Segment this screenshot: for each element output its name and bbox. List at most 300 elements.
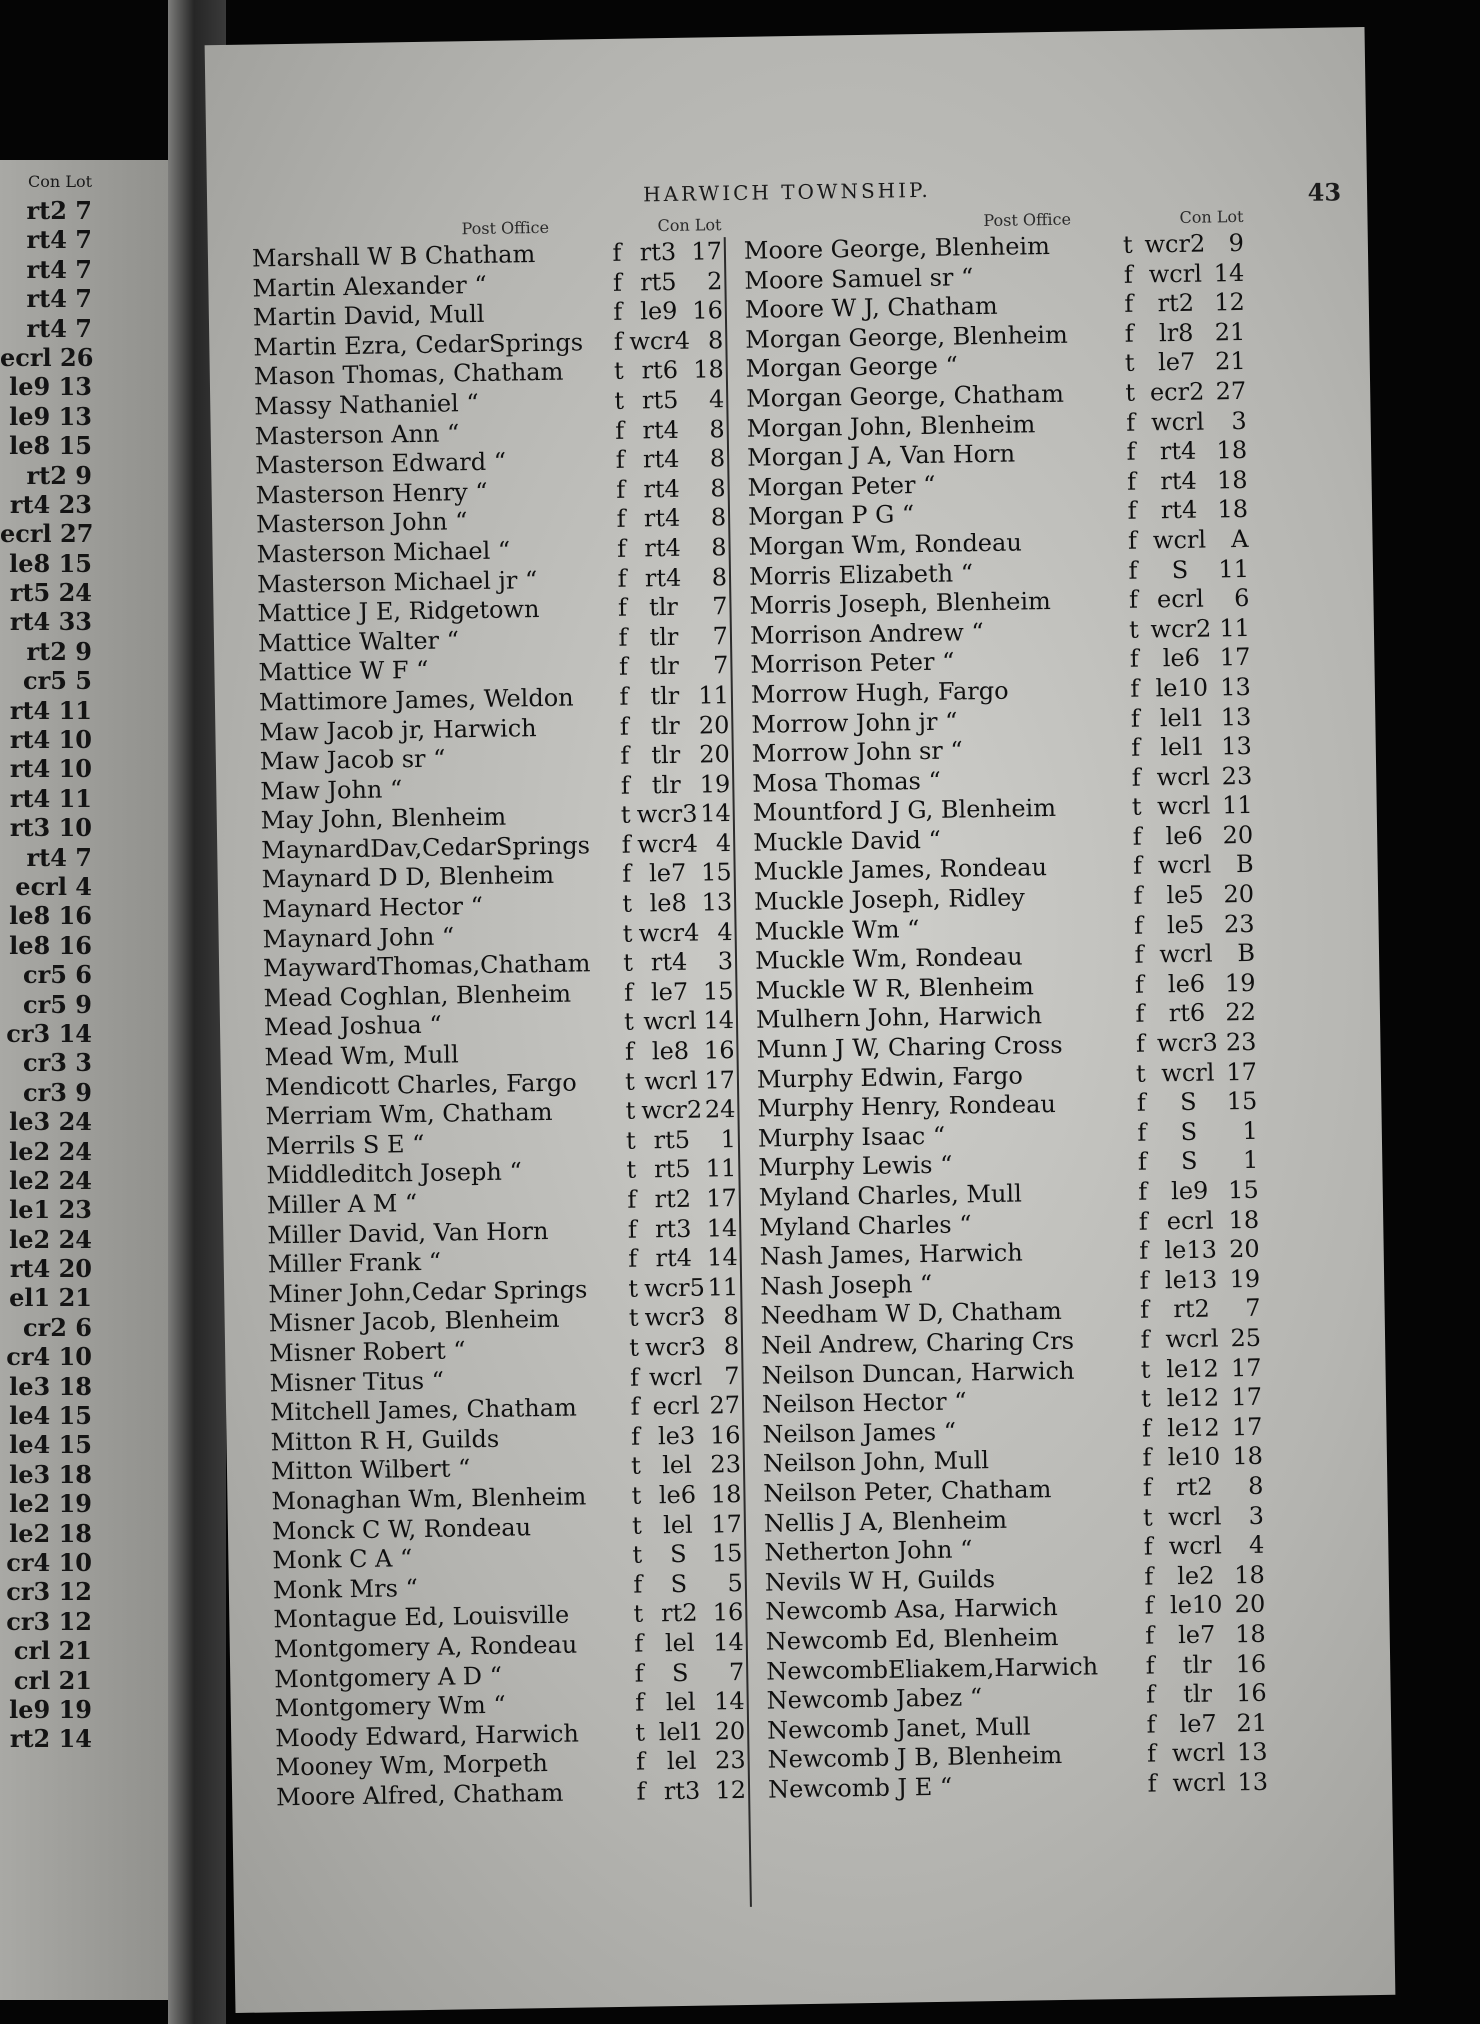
entry-concession: le9 bbox=[640, 297, 678, 326]
previous-page-entry: cr3 12 bbox=[6, 1577, 92, 1607]
entry-concession: rt2 bbox=[1173, 1294, 1210, 1324]
entry-lot: 11 bbox=[698, 680, 730, 710]
entry-name-post-office: Murphy Edwin, Fargo bbox=[756, 1061, 1024, 1094]
entry-lot: 13 bbox=[1236, 1738, 1268, 1767]
entry-concession: S bbox=[1171, 555, 1189, 584]
entry-lot: 17 bbox=[691, 237, 723, 266]
entry-lot: 8 bbox=[711, 562, 728, 591]
entry-tenure: f bbox=[1125, 408, 1136, 437]
previous-page-entry: rt2 9 bbox=[26, 460, 92, 490]
entry-name-post-office: Moore Samuel sr “ bbox=[744, 262, 974, 295]
entry-name-post-office: Morgan J A, Van Horn bbox=[746, 439, 1016, 472]
previous-page-entry: cr2 6 bbox=[22, 1312, 92, 1342]
entry-concession: ecrl bbox=[1166, 1206, 1214, 1235]
previous-page-entry: rt4 7 bbox=[26, 842, 92, 872]
entry-name-post-office: Martin David, Mull bbox=[252, 300, 485, 332]
entry-tenure: f bbox=[1136, 1088, 1147, 1117]
entry-tenure: f bbox=[1133, 911, 1144, 940]
entry-tenure: f bbox=[1145, 1680, 1156, 1709]
entry-lot: 7 bbox=[712, 651, 729, 680]
entry-name-post-office: Morrow John sr “ bbox=[751, 736, 963, 768]
con-lot-header: Con Lot bbox=[657, 215, 722, 236]
entry-tenure: t bbox=[628, 1274, 639, 1303]
entry-concession: S bbox=[671, 1658, 689, 1687]
entry-concession: lel bbox=[666, 1747, 697, 1776]
previous-page-entry: le8 15 bbox=[9, 548, 92, 578]
entry-name-post-office: Miller A M “ bbox=[266, 1189, 418, 1220]
entry-lot: 3 bbox=[717, 947, 734, 976]
entry-tenure: f bbox=[1141, 1414, 1152, 1443]
entry-tenure: t bbox=[631, 1511, 642, 1540]
entry-lot: 27 bbox=[709, 1391, 741, 1420]
entry-lot: 25 bbox=[1230, 1323, 1262, 1353]
entry-concession: wcr2 bbox=[641, 1095, 703, 1125]
previous-page-entry: le3 24 bbox=[9, 1107, 92, 1137]
previous-page-entry: le4 15 bbox=[9, 1430, 92, 1460]
entry-concession: wcr3 bbox=[1156, 1028, 1218, 1058]
entry-concession: wcrl bbox=[1168, 1531, 1223, 1561]
entry-name-post-office: Newcomb Asa, Harwich bbox=[765, 1593, 1058, 1626]
entry-name-post-office: Mattice Walter “ bbox=[257, 626, 460, 658]
entry-name-post-office: Morgan P G “ bbox=[747, 500, 915, 532]
entry-lot: 18 bbox=[1217, 495, 1249, 524]
entry-tenure: f bbox=[1137, 1147, 1147, 1177]
previous-page-entry: le2 24 bbox=[9, 1136, 92, 1166]
entry-concession: S bbox=[1180, 1147, 1198, 1176]
entry-name-post-office: Muckle Wm “ bbox=[754, 914, 920, 946]
entry-lot: 7 bbox=[728, 1657, 745, 1686]
previous-page-entry: le8 16 bbox=[9, 930, 92, 960]
entry-tenure: f bbox=[616, 534, 627, 563]
entry-concession: le3 bbox=[657, 1421, 696, 1451]
entry-tenure: f bbox=[621, 830, 631, 859]
entry-concession: wcr3 bbox=[644, 1302, 706, 1332]
entry-name-post-office: Munn J W, Charing Cross bbox=[756, 1030, 1063, 1064]
entry-name-post-office: May John, Blenheim bbox=[260, 802, 507, 835]
entry-lot: 22 bbox=[1225, 998, 1257, 1027]
entry-tenure: f bbox=[630, 1392, 640, 1421]
entry-tenure: f bbox=[615, 475, 626, 504]
entry-lot: 17 bbox=[1230, 1353, 1262, 1382]
previous-page-edge bbox=[0, 160, 180, 2000]
entry-name-post-office: Newcomb J B, Blenheim bbox=[767, 1741, 1063, 1774]
entry-name-post-office: Newcomb Ed, Blenheim bbox=[765, 1622, 1059, 1656]
entry-name-post-office: Morgan George, Blenheim bbox=[745, 320, 1068, 354]
previous-page-entry: crl 21 bbox=[13, 1665, 92, 1695]
running-head: HARWICH TOWNSHIP. bbox=[642, 177, 931, 207]
entry-tenure: f bbox=[617, 564, 627, 593]
entry-tenure: f bbox=[613, 327, 623, 356]
entry-lot: 8 bbox=[1247, 1471, 1264, 1500]
previous-page-entry: le2 24 bbox=[9, 1165, 92, 1195]
entry-lot: 14 bbox=[1213, 258, 1245, 288]
entry-lot: 18 bbox=[710, 1479, 742, 1509]
entry-tenure: t bbox=[633, 1599, 644, 1628]
entry-lot: 11 bbox=[1219, 613, 1251, 643]
entry-tenure: f bbox=[616, 505, 626, 534]
entry-lot: 8 bbox=[707, 325, 724, 355]
entry-concession: wcrl bbox=[1148, 259, 1203, 289]
entry-concession: tlr bbox=[1182, 1650, 1212, 1679]
entry-name-post-office: Mulhern John, Harwich bbox=[755, 1001, 1043, 1035]
entry-name-post-office: Maynard John “ bbox=[262, 922, 455, 954]
entry-tenure: t bbox=[622, 889, 633, 918]
entry-tenure: f bbox=[1144, 1562, 1154, 1591]
entry-lot: 15 bbox=[1227, 1175, 1259, 1205]
entry-name-post-office: Nash Joseph “ bbox=[759, 1269, 933, 1301]
entry-tenure: f bbox=[623, 978, 634, 1007]
entry-concession: S bbox=[1180, 1117, 1198, 1146]
entry-concession: rt3 bbox=[639, 237, 677, 267]
entry-lot: 8 bbox=[711, 533, 727, 562]
entry-name-post-office: Muckle David “ bbox=[752, 825, 941, 857]
entry-concession: S bbox=[1179, 1088, 1197, 1117]
entry-name-post-office: Myland Charles “ bbox=[759, 1209, 972, 1242]
entry-tenure: f bbox=[624, 1037, 635, 1066]
entry-name-post-office: Maw Jacob jr, Harwich bbox=[259, 713, 537, 746]
entry-concession: lel1 bbox=[1160, 732, 1206, 762]
entry-tenure: f bbox=[1146, 1710, 1156, 1739]
entry-name-post-office: Martin Alexander “ bbox=[252, 270, 487, 303]
entry-name-post-office: Morris Elizabeth “ bbox=[748, 558, 974, 591]
entry-tenure: f bbox=[628, 1244, 638, 1273]
entry-concession: le13 bbox=[1164, 1235, 1218, 1265]
entry-tenure: f bbox=[1126, 437, 1136, 466]
entry-tenure: t bbox=[1122, 230, 1133, 259]
entry-tenure: f bbox=[618, 652, 629, 682]
entry-lot: 18 bbox=[1234, 1619, 1266, 1649]
entry-concession: rt4 bbox=[655, 1243, 693, 1273]
entry-concession: le6 bbox=[1167, 969, 1206, 999]
entry-name-post-office: Montague Ed, Louisville bbox=[273, 1601, 570, 1634]
entry-concession: tlr bbox=[651, 770, 681, 799]
entry-lot: 14 bbox=[699, 799, 731, 828]
entry-concession: le10 bbox=[1167, 1442, 1221, 1472]
entry-concession: rt4 bbox=[1160, 496, 1198, 525]
entry-name-post-office: Montgomery A D “ bbox=[274, 1661, 503, 1693]
entry-name-post-office: Monk Mrs “ bbox=[272, 1573, 419, 1605]
left-entries bbox=[252, 237, 747, 1813]
entry-tenure: f bbox=[617, 593, 628, 622]
entry-name-post-office: Morgan John, Blenheim bbox=[746, 409, 1036, 443]
entry-concession: le7 bbox=[650, 977, 689, 1007]
previous-page-entry: le9 13 bbox=[9, 401, 92, 431]
entry-lot: 2 bbox=[706, 266, 723, 295]
entry-concession: rt2 bbox=[1175, 1472, 1213, 1502]
entry-concession: wcr3 bbox=[644, 1332, 707, 1362]
entry-lot: 4 bbox=[717, 917, 733, 946]
left-column bbox=[251, 215, 746, 1813]
entry-concession: lel bbox=[664, 1628, 695, 1658]
entry-tenure: t bbox=[625, 1126, 636, 1155]
right-column bbox=[743, 207, 1268, 1805]
entry-concession: wcrl bbox=[1156, 791, 1211, 821]
entry-tenure: f bbox=[634, 1629, 644, 1658]
entry-tenure: f bbox=[1139, 1295, 1150, 1325]
previous-page-list bbox=[0, 196, 92, 1754]
entry-lot: 18 bbox=[693, 355, 724, 384]
entry-lot: 20 bbox=[714, 1716, 746, 1746]
entry-lot: 23 bbox=[1225, 1027, 1257, 1057]
entry-lot: 13 bbox=[1220, 672, 1252, 702]
entry-tenure: t bbox=[1140, 1355, 1151, 1384]
entry-lot: 13 bbox=[1220, 731, 1252, 761]
entry-tenure: f bbox=[1142, 1443, 1152, 1473]
entry-tenure: f bbox=[1144, 1591, 1154, 1620]
entry-lot: 8 bbox=[723, 1331, 740, 1361]
entry-name-post-office: MaywardThomas,Chatham bbox=[262, 949, 591, 983]
entry-lot: 11 bbox=[1218, 554, 1250, 583]
entry-tenure: f bbox=[1130, 704, 1140, 733]
entry-name-post-office: Moore Alfred, Chatham bbox=[275, 1778, 564, 1812]
page-number: 43 bbox=[1307, 177, 1342, 207]
entry-lot: 20 bbox=[1223, 879, 1255, 909]
entry-name-post-office: NewcombEliakem,Harwich bbox=[766, 1651, 1099, 1686]
entry-concession: le10 bbox=[1155, 673, 1209, 703]
entry-name-post-office: Netherton John “ bbox=[764, 1535, 973, 1567]
entry-concession: wcr2 bbox=[1150, 614, 1212, 644]
entry-name-post-office: Neilson Duncan, Harwich bbox=[761, 1356, 1075, 1390]
directory-page bbox=[205, 27, 1396, 2013]
entry-concession: wcrl bbox=[1172, 1768, 1226, 1798]
previous-page-entry: cr3 3 bbox=[22, 1048, 92, 1078]
previous-page-entry: le4 15 bbox=[9, 1401, 92, 1431]
entry-tenure: f bbox=[1138, 1177, 1148, 1206]
entry-tenure: f bbox=[1128, 556, 1138, 585]
entry-name-post-office: Mitton R H, Guilds bbox=[270, 1424, 500, 1457]
entry-name-post-office: Masterson Henry “ bbox=[255, 477, 488, 510]
previous-page-entry: le3 18 bbox=[9, 1459, 92, 1489]
previous-page-entry: rt4 20 bbox=[9, 1254, 92, 1284]
entry-lot: 20 bbox=[698, 710, 730, 740]
entry-concession: rt2 bbox=[1157, 288, 1195, 318]
entry-tenure: f bbox=[1124, 289, 1134, 319]
entry-lot: 15 bbox=[1226, 1087, 1258, 1116]
previous-page-entry: rt4 10 bbox=[9, 754, 92, 784]
entry-name-post-office: Montgomery Wm “ bbox=[274, 1690, 506, 1723]
entry-lot: 13 bbox=[1220, 702, 1252, 731]
entry-name-post-office: Mendicott Charles, Fargo bbox=[264, 1068, 577, 1102]
entry-concession: wcr4 bbox=[638, 918, 700, 948]
entry-concession: le12 bbox=[1166, 1383, 1220, 1413]
entry-lot: 13 bbox=[701, 888, 733, 917]
previous-page-entry: rt5 24 bbox=[9, 578, 92, 608]
entry-tenure: f bbox=[615, 445, 625, 474]
entry-concession: le6 bbox=[1162, 643, 1201, 673]
entry-concession: rt6 bbox=[1168, 999, 1206, 1028]
entry-concession: rt4 bbox=[1160, 466, 1197, 496]
entry-concession: wcr3 bbox=[636, 799, 698, 829]
entry-tenure: f bbox=[1134, 970, 1145, 999]
entry-lot: 7 bbox=[712, 621, 729, 651]
previous-page-entry: cr4 10 bbox=[6, 1547, 92, 1577]
previous-page-entry: le9 19 bbox=[9, 1694, 92, 1724]
entry-name-post-office: Muckle W R, Blenheim bbox=[755, 972, 1034, 1005]
entry-concession: le12 bbox=[1166, 1354, 1219, 1383]
entry-tenure: t bbox=[625, 1096, 636, 1125]
entry-name-post-office: Marshall W B Chatham bbox=[251, 240, 536, 273]
entry-name-post-office: Maw John “ bbox=[260, 774, 403, 806]
previous-page-entry: le1 23 bbox=[9, 1195, 92, 1225]
entry-concession: le5 bbox=[1166, 880, 1204, 910]
entry-lot: 8 bbox=[710, 473, 726, 503]
previous-page-entry: le3 18 bbox=[9, 1371, 92, 1401]
con-lot-header: Con Lot bbox=[1179, 206, 1244, 227]
entry-tenure: t bbox=[624, 1067, 635, 1096]
entry-tenure: t bbox=[622, 919, 633, 948]
entry-concession: le10 bbox=[1169, 1590, 1223, 1620]
entry-lot: 18 bbox=[1232, 1442, 1264, 1471]
entry-tenure: f bbox=[1143, 1532, 1153, 1561]
entry-tenure: f bbox=[618, 623, 628, 652]
entry-lot: 20 bbox=[1228, 1234, 1260, 1264]
previous-page-entry: le2 24 bbox=[9, 1224, 92, 1254]
entry-name-post-office: Muckle Wm, Rondeau bbox=[754, 942, 1023, 975]
entry-tenure: t bbox=[1125, 378, 1136, 407]
entry-concession: rt4 bbox=[643, 474, 681, 504]
entry-tenure: f bbox=[620, 741, 630, 770]
entry-tenure: f bbox=[612, 268, 623, 297]
entry-concession: tlr bbox=[650, 681, 680, 711]
entry-name-post-office: Morrison Peter “ bbox=[750, 647, 955, 680]
entry-tenure: f bbox=[613, 297, 623, 327]
entry-name-post-office: Mountford J G, Blenheim bbox=[752, 794, 1057, 827]
entry-tenure: f bbox=[1123, 260, 1133, 289]
previous-page-entry: rt4 7 bbox=[26, 284, 92, 314]
entry-tenure: t bbox=[1142, 1503, 1153, 1532]
entry-lot: 17 bbox=[1231, 1412, 1263, 1442]
entry-concession: wcrl bbox=[1168, 1501, 1222, 1531]
entry-lot: 14 bbox=[712, 1627, 744, 1657]
entry-concession: rt4 bbox=[642, 415, 680, 444]
entry-lot: 18 bbox=[1234, 1560, 1265, 1589]
entry-tenure: f bbox=[1132, 852, 1143, 881]
entry-concession: lel1 bbox=[658, 1717, 704, 1746]
entry-concession: S bbox=[669, 1539, 687, 1569]
entry-tenure: f bbox=[1129, 644, 1140, 674]
entry-name-post-office: Martin Ezra, CedarSprings bbox=[253, 328, 584, 362]
entry-name-post-office: Masterson John “ bbox=[255, 507, 468, 539]
entry-tenure: f bbox=[634, 1659, 644, 1688]
entry-lot: 3 bbox=[1248, 1501, 1265, 1530]
entry-concession: ecr2 bbox=[1149, 377, 1205, 407]
entry-lot: 23 bbox=[1221, 761, 1253, 791]
previous-page-entry: rt4 7 bbox=[26, 254, 92, 284]
entry-name-post-office: Neilson Peter, Chatham bbox=[763, 1475, 1052, 1508]
entry-tenure: f bbox=[1133, 881, 1143, 910]
entry-name-post-office: Moody Edward, Harwich bbox=[274, 1719, 580, 1753]
entry-concession: wcr2 bbox=[1144, 229, 1206, 259]
previous-page-entry: le8 16 bbox=[9, 901, 92, 931]
entry-concession: le2 bbox=[1176, 1561, 1215, 1590]
entry-tenure: t bbox=[629, 1333, 640, 1362]
entry-lot: 17 bbox=[704, 1065, 736, 1095]
entry-lot: 17 bbox=[711, 1509, 743, 1538]
entry-tenure: t bbox=[1128, 615, 1139, 644]
entry-lot: 16 bbox=[1235, 1678, 1267, 1708]
entry-concession: wcr4 bbox=[637, 829, 699, 859]
entry-tenure: t bbox=[1131, 792, 1142, 822]
entry-lot: 6 bbox=[1233, 584, 1250, 613]
entry-name-post-office: Mitchell James, Chatham bbox=[269, 1393, 578, 1427]
entry-name-post-office: Miller David, Van Horn bbox=[267, 1216, 549, 1249]
entry-concession: le6 bbox=[1165, 821, 1203, 851]
entry-tenure: f bbox=[619, 712, 630, 741]
entry-concession: le13 bbox=[1164, 1265, 1218, 1295]
entry-name-post-office: Misner Titus “ bbox=[269, 1366, 445, 1397]
previous-page-entry: rt4 10 bbox=[9, 725, 92, 755]
entry-name-post-office: Murphy Isaac “ bbox=[757, 1121, 946, 1153]
entry-name-post-office: Morrison Andrew “ bbox=[749, 617, 984, 650]
entry-lot: 17 bbox=[1231, 1382, 1263, 1412]
entry-name-post-office: Newcomb Janet, Mull bbox=[766, 1712, 1031, 1745]
entry-name-post-office: Misner Robert “ bbox=[268, 1336, 466, 1368]
entry-tenure: f bbox=[1130, 674, 1140, 703]
entry-name-post-office: Masterson Ann “ bbox=[254, 418, 460, 451]
entry-tenure: t bbox=[1140, 1384, 1152, 1413]
entry-tenure: f bbox=[1139, 1266, 1149, 1295]
entry-name-post-office: Montgomery A, Rondeau bbox=[273, 1630, 578, 1664]
entry-concession: tlr bbox=[651, 740, 681, 770]
entry-concession: ecrl bbox=[652, 1391, 700, 1421]
previous-page-entry: cr5 5 bbox=[22, 666, 92, 696]
entry-tenure: f bbox=[627, 1215, 637, 1244]
entry-name-post-office: Murphy Lewis “ bbox=[758, 1151, 953, 1183]
entry-name-post-office: Nellis J A, Blenheim bbox=[763, 1505, 1008, 1538]
entry-lot: 1 bbox=[1242, 1116, 1259, 1145]
entry-tenure: f bbox=[635, 1688, 645, 1717]
entry-lot: 23 bbox=[1223, 909, 1255, 938]
entry-name-post-office: Neilson Hector “ bbox=[761, 1387, 967, 1419]
entry-name-post-office: Neilson John, Mull bbox=[762, 1446, 990, 1478]
entry-tenure: f bbox=[627, 1185, 637, 1214]
entry-tenure: f bbox=[630, 1422, 641, 1451]
entry-tenure: f bbox=[620, 771, 630, 800]
entry-name-post-office: Monk C A “ bbox=[272, 1544, 413, 1575]
entry-concession: ecrl bbox=[1156, 584, 1205, 614]
previous-page-header: Con Lot bbox=[28, 172, 92, 191]
entry-lot: B bbox=[1237, 939, 1256, 968]
entry-concession: tlr bbox=[649, 652, 680, 681]
post-office-header: Post Office bbox=[461, 217, 550, 239]
entry-name-post-office: Monck C W, Rondeau bbox=[271, 1512, 532, 1545]
entry-lot: 17 bbox=[1219, 643, 1251, 672]
previous-page-entry: rt2 9 bbox=[26, 636, 92, 666]
entry-concession: wcrl bbox=[648, 1362, 703, 1391]
entry-tenure: t bbox=[635, 1718, 646, 1747]
entry-tenure: f bbox=[629, 1363, 640, 1392]
entry-lot: 8 bbox=[709, 414, 725, 443]
entry-tenure: t bbox=[628, 1303, 639, 1333]
entry-lot: 17 bbox=[706, 1184, 738, 1213]
previous-page-entry: ecrl 4 bbox=[15, 871, 92, 901]
entry-lot: 21 bbox=[1214, 347, 1246, 376]
entry-name-post-office: Morgan George, Chatham bbox=[746, 379, 1065, 413]
entry-concession: wcrl bbox=[1165, 1324, 1219, 1354]
entry-name-post-office: Morrow Hugh, Fargo bbox=[750, 676, 1009, 709]
previous-page-entry: rt4 7 bbox=[26, 225, 92, 255]
entry-concession: le7 bbox=[648, 859, 687, 888]
entry-name-post-office: Moore George, Blenheim bbox=[743, 231, 1051, 265]
entry-name-post-office: Nevils W H, Guilds bbox=[764, 1564, 996, 1597]
previous-page-entry: cr5 9 bbox=[22, 989, 92, 1019]
previous-page-entry: cr3 14 bbox=[6, 1018, 92, 1048]
entry-name-post-office: Moore W J, Chatham bbox=[744, 291, 998, 324]
entry-lot: 18 bbox=[1228, 1205, 1260, 1234]
entry-concession: wcrl bbox=[1150, 407, 1205, 436]
entry-lot: 3 bbox=[1231, 406, 1247, 435]
entry-name-post-office: Mooney Wm, Morpeth bbox=[275, 1749, 549, 1782]
